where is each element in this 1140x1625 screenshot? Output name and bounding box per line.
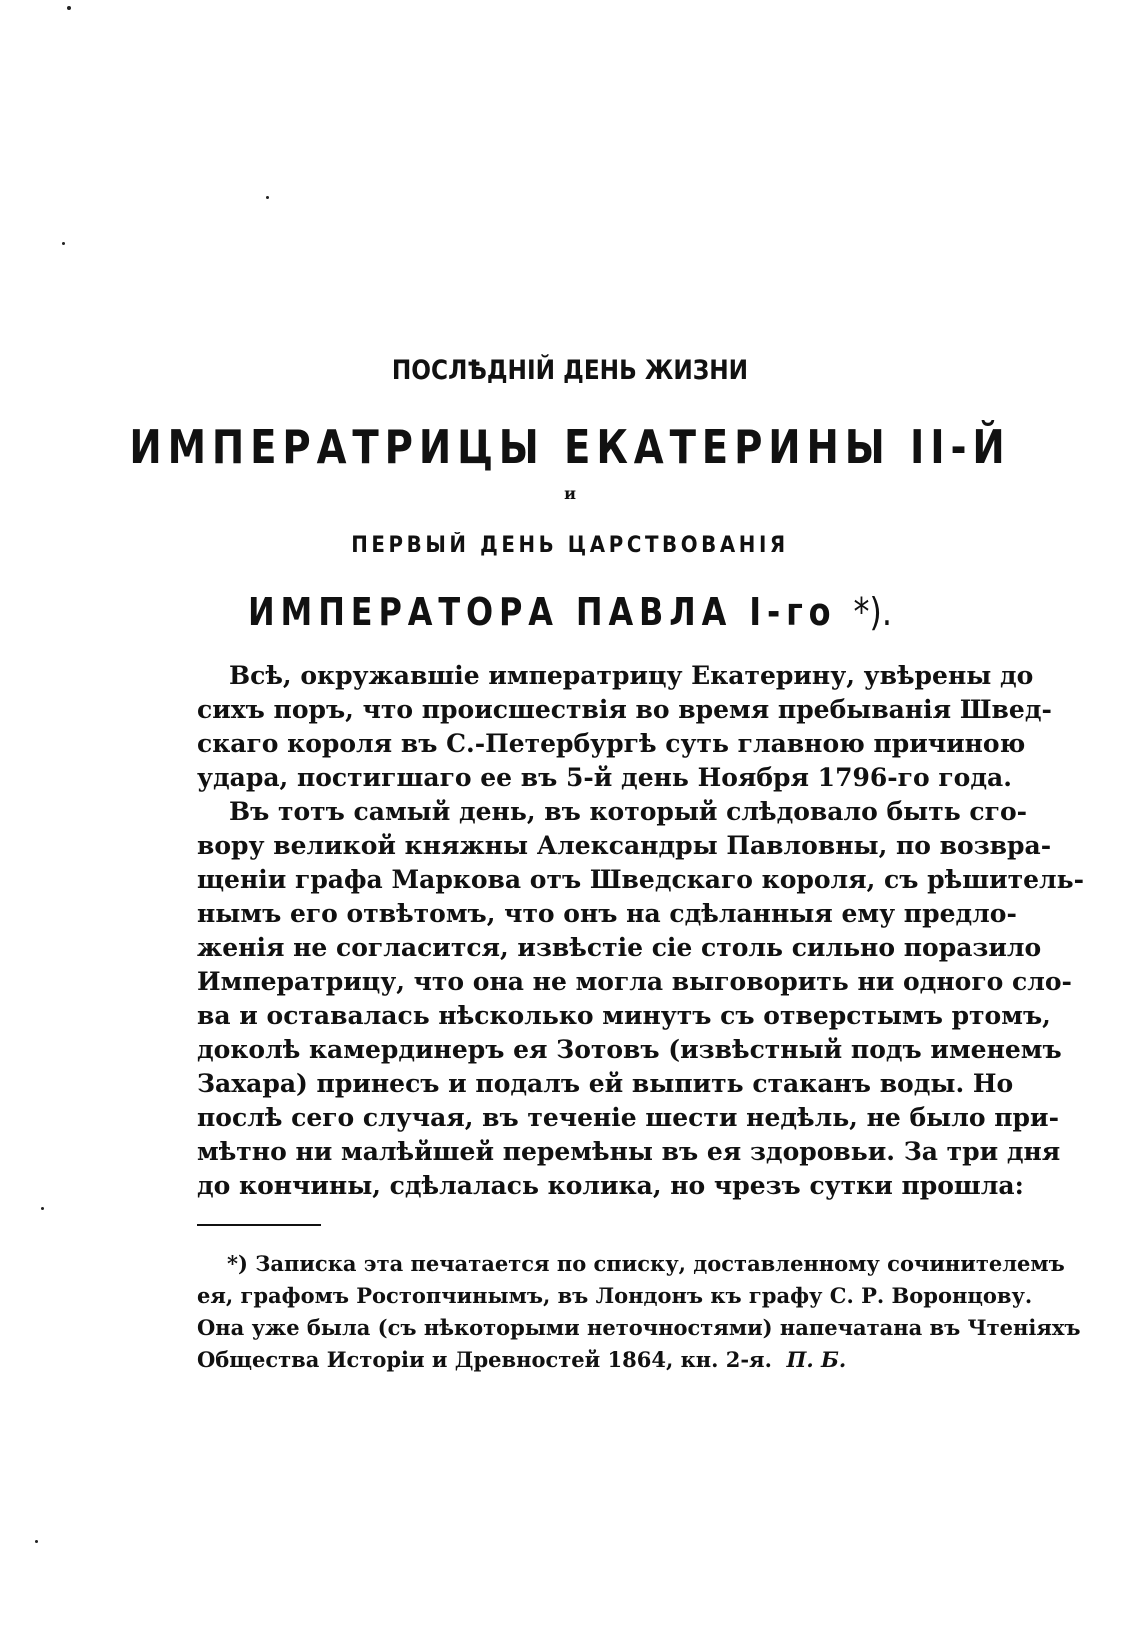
scan-speck [266,196,269,199]
body-line: нымъ его отвѣтомъ, что онъ на сдѣланныя ему предло- [197,899,1017,928]
body-line: послѣ сего случая, въ теченіе шести недѣль, не было при- [197,1103,1059,1132]
footnote-reference: *). [853,590,893,634]
footnote [197,1248,1081,1376]
body-line: Захара) принесъ и подалъ ей выпить стаканъ воды. Но [197,1069,1014,1098]
footnote-signature: П. Б. [786,1347,847,1372]
scan-speck [62,242,65,245]
body-line: скаго короля въ С.-Петербургѣ суть главною причиною [197,729,1026,758]
scan-speck [41,1207,44,1210]
footnote-line-text: Общества Исторіи и Древностей 1864, кн. 2-я. [197,1347,772,1372]
heading-line-1: ПОСЛѢДНІЙ ДЕНЬ ЖИЗНИ [391,355,749,386]
footnote-line: *) Записка эта печатается по списку, доставленному сочинителемъ [227,1251,1065,1276]
heading-line-5 [91,590,1049,634]
footnote-line: ея, графомъ Ростопчинымъ, въ Лондонъ къ графу С. Р. Воронцову. [197,1283,1033,1308]
body-line: щеніи графа Маркова отъ Шведскаго короля, съ рѣшитель- [197,865,1084,894]
body-line: Въ тотъ самый день, въ который слѣдовало быть сго- [229,797,1027,826]
body-line: Императрицу, что она не могла выговорить ни одного сло- [197,967,1072,996]
heading-line-5-text: ИМПЕРАТОРА ПАВЛА I-го [247,590,837,634]
body-line: удара, постигшаго ее въ 5-й день Ноября 1796-го года. [197,763,1012,792]
heading-line-4: ПЕРВЫЙ ДЕНЬ ЦАРСТВОВАНІЯ [351,533,789,558]
body-line: до кончины, сдѣлалась колика, но чрезъ сутки прошла: [197,1171,1024,1200]
footnote-divider [197,1224,321,1226]
body-line: Всѣ, окружавшіе императрицу Екатерину, увѣрены до [229,661,1034,690]
body-line: ва и оставалась нѣсколько минутъ съ отверстымъ ртомъ, [197,1001,1051,1030]
footnote-line: Она уже была (съ нѣкоторыми неточностями) напечатана въ Чтеніяхъ [197,1315,1081,1340]
body-text [197,659,1084,1203]
scan-speck [35,1540,38,1543]
body-line: женія не согласится, извѣстіе сіе столь сильно поразило [197,933,1042,962]
body-line: мѣтно ни малѣйшей перемѣны въ ея здоровьи. За три дня [197,1137,1061,1166]
body-line: сихъ поръ, что происшествія во время пребыванія Швед- [197,695,1052,724]
scan-speck [67,6,71,10]
footnote-line [197,1344,952,1376]
heading-conjunction: и [564,484,576,503]
body-line: доколѣ камердинеръ ея Зотовъ (извѣстный подъ именемъ [197,1035,1062,1064]
body-line: вору великой княжны Александры Павловны, по возвра- [197,831,1052,860]
heading-line-2: ИМПЕРАТРИЦЫ ЕКАТЕРИНЫ II-Й [129,420,1011,474]
